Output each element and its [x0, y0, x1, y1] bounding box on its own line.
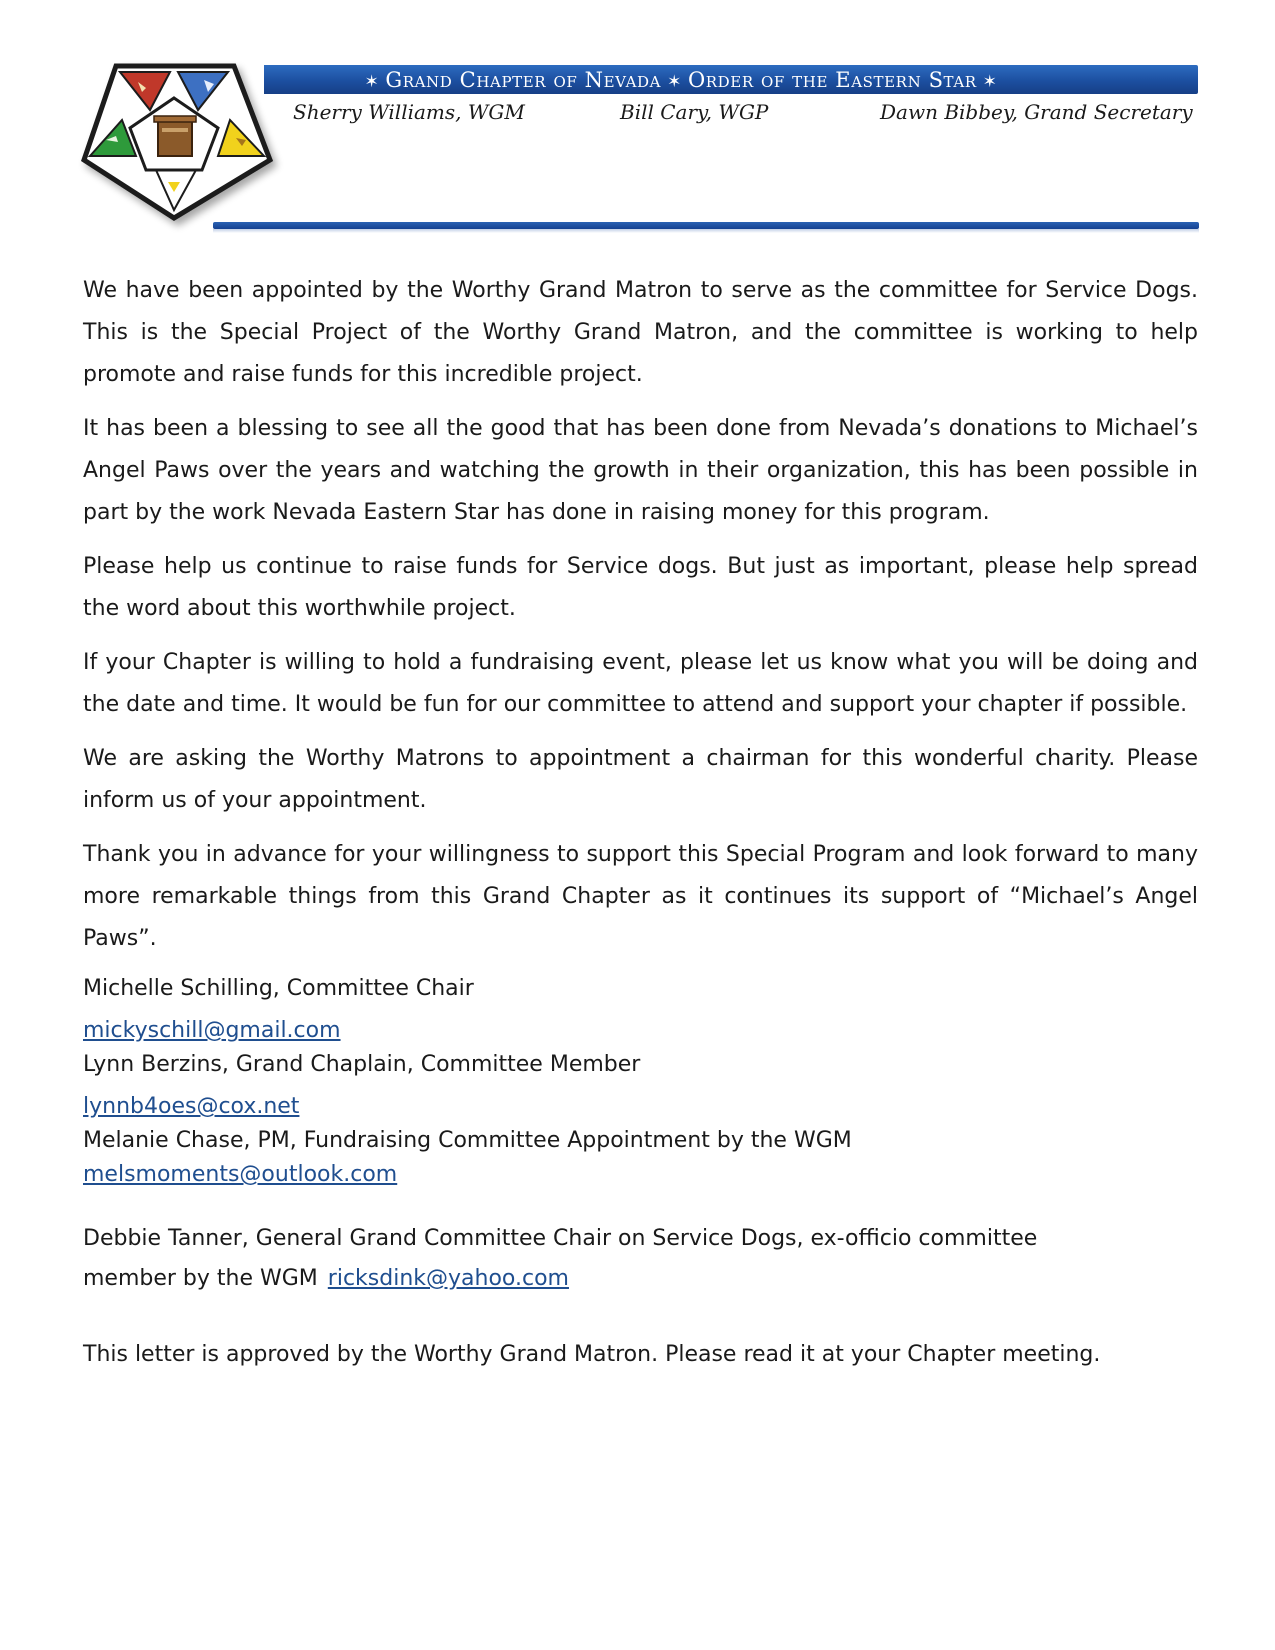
- ex-officio-line: Debbie Tanner, General Grand Committee Chair on Service Dogs, ex-officio committee: [83, 1226, 1038, 1251]
- star-icon: ✶: [982, 72, 998, 92]
- ex-officio-line: [83, 1260, 1198, 1298]
- signer-email-link[interactable]: lynnb4oes@cox.net: [83, 1094, 300, 1119]
- letter-body: [83, 270, 1198, 1372]
- signer-name: Michelle Schilling, Committee Chair: [83, 976, 474, 1001]
- header-banner-title: [264, 65, 1098, 94]
- star-icon: ✶: [364, 72, 380, 92]
- paragraph: We have been appointed by the Worthy Grand Matron to serve as the committee for Service Dogs. This is the Special Project of the Worthy Grand Matron, and the committee is working to help promote and raise funds for this incredible project.: [83, 278, 1198, 387]
- banner-left-text: Grand Chapter of Nevada: [385, 68, 662, 92]
- header-rule-shadow: [213, 229, 1199, 233]
- officer-secretary: Dawn Bibbey, Grand Secretary: [880, 100, 1193, 124]
- paragraph: If your Chapter is willing to hold a fundraising event, please let us know what you will be doing and the date and time. It would be fun for our committee to attend and support your chapter if possible.: [83, 650, 1198, 717]
- officer-wgm: Sherry Williams, WGM: [293, 100, 525, 124]
- signer-email-link[interactable]: melsmoments@outlook.com: [83, 1162, 398, 1187]
- officer-wgp: Bill Cary, WGP: [620, 100, 769, 124]
- star-icon: ✶: [667, 72, 682, 92]
- paragraph: We are asking the Worthy Matrons to appointment a chairman for this wonderful charity. Please inform us of your appointment.: [83, 746, 1198, 813]
- ex-officio-email-link[interactable]: ricksdink@yahoo.com: [327, 1266, 569, 1291]
- approval-note: This letter is approved by the Worthy Grand Matron. Please read it at your Chapter meeting.: [83, 1342, 1101, 1367]
- header-rule: [213, 222, 1199, 229]
- signature-block: [83, 972, 1198, 1372]
- ex-officio-line2: member by the WGM: [83, 1266, 318, 1291]
- banner-right-text: Order of the Eastern Star: [687, 68, 977, 92]
- paragraph: Thank you in advance for your willingness to support this Special Program and look forward to many more remarkable things from this Grand Chapter as it continues its support of “Michael’s Angel Paws”.: [83, 842, 1198, 951]
- signer-email-link[interactable]: mickyschill@gmail.com: [83, 1018, 341, 1043]
- signer-name: Lynn Berzins, Grand Chaplain, Committee Member: [83, 1052, 641, 1077]
- signer-name: Melanie Chase, PM, Fundraising Committee Appointment by the WGM: [83, 1128, 852, 1153]
- paragraph: It has been a blessing to see all the good that has been done from Nevada’s donations to Michael’s Angel Paws over the years and watching the growth in their organization, this has been possible in part by the work Nevada Eastern Star has done in raising money for this program.: [83, 416, 1198, 525]
- paragraph: Please help us continue to raise funds for Service dogs. But just as important, please help spread the word about this worthwhile project.: [83, 554, 1198, 621]
